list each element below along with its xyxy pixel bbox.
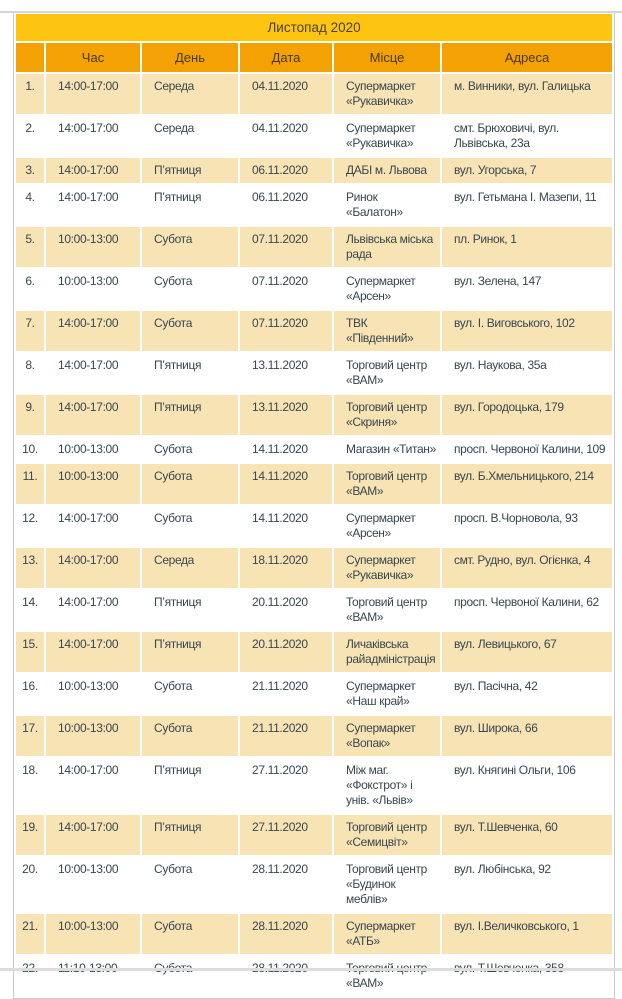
place-cell: «ВАМ» xyxy=(334,956,440,996)
place-cell: Супермаркет «Арсен» xyxy=(334,269,440,309)
place-cell: Львівська міська рада xyxy=(334,227,440,267)
row-number: 17. xyxy=(16,716,44,756)
row-number: 5. xyxy=(16,227,44,267)
address-cell: вул. Гетьмана І. Мазепи, 11 xyxy=(442,185,612,225)
row-number: 14. xyxy=(16,590,44,630)
date-cell: 28.11.2020 xyxy=(240,914,332,954)
date-cell: 04.11.2020 xyxy=(240,74,332,114)
date-cell: 06.11.2020 xyxy=(240,158,332,183)
place-cell: ДАБІ м. Львова xyxy=(334,158,440,183)
place-cell: Личаківська райадміністрація xyxy=(334,632,440,672)
place-cell: Торговий центр «ВАМ» xyxy=(334,353,440,393)
day-cell: П’ятниця xyxy=(142,185,238,225)
table-row xyxy=(16,227,612,267)
date-cell xyxy=(240,956,332,996)
column-header-day: День xyxy=(142,43,238,72)
place-cell: Магазин «Титан» xyxy=(334,437,440,462)
column-header-place: Місце xyxy=(334,43,440,72)
day-cell: Субота xyxy=(142,914,238,954)
day-cell: Субота xyxy=(142,464,238,504)
table-row xyxy=(16,716,612,756)
table-row xyxy=(16,758,612,813)
date-cell: 07.11.2020 xyxy=(240,227,332,267)
date-cell: 20.11.2020 xyxy=(240,632,332,672)
place-cell: Торговий центр «Скриня» xyxy=(334,395,440,435)
place-cell: Між маг. «Фокстрот» і унів. «Львів» xyxy=(334,758,440,813)
day-cell: Субота xyxy=(142,269,238,309)
table-row xyxy=(16,815,612,855)
day-cell: Субота xyxy=(142,437,238,462)
place-cell: Супермаркет «Рукавичка» xyxy=(334,548,440,588)
time-cell: 14:00-17:00 xyxy=(46,74,140,114)
table-row xyxy=(16,914,612,954)
row-number: 12. xyxy=(16,506,44,546)
day-cell: П’ятниця xyxy=(142,590,238,630)
day-cell: Середа xyxy=(142,548,238,588)
time-cell: 10:00-13:00 xyxy=(46,914,140,954)
date-cell: 14.11.2020 xyxy=(240,437,332,462)
day-cell xyxy=(142,956,238,996)
address-cell: вул. Княгині Ольги, 106 xyxy=(442,758,612,813)
date-cell: 21.11.2020 xyxy=(240,716,332,756)
row-number xyxy=(16,956,44,996)
day-cell: Субота xyxy=(142,311,238,351)
row-number: 13. xyxy=(16,548,44,588)
table-row xyxy=(16,185,612,225)
day-cell: Субота xyxy=(142,716,238,756)
address-cell: вул. Пасічна, 42 xyxy=(442,674,612,714)
address-cell: просп. Червоної Калини, 62 xyxy=(442,590,612,630)
table-row xyxy=(16,506,612,546)
date-cell: 07.11.2020 xyxy=(240,269,332,309)
address-cell: вул. Угорська, 7 xyxy=(442,158,612,183)
address-cell: вул. Наукова, 35а xyxy=(442,353,612,393)
table-row xyxy=(16,590,612,630)
time-cell xyxy=(46,956,140,996)
day-cell: Субота xyxy=(142,227,238,267)
column-header-time: Час xyxy=(46,43,140,72)
column-header-number xyxy=(16,43,44,72)
table-row xyxy=(16,74,612,114)
date-cell: 13.11.2020 xyxy=(240,395,332,435)
place-cell: ТВК «Південний» xyxy=(334,311,440,351)
place-cell: Торговий центр «ВАМ» xyxy=(334,590,440,630)
row-number: 15. xyxy=(16,632,44,672)
place-cell: Торговий центр «Семицвіт» xyxy=(334,815,440,855)
place-cell: Торговий центр «Будинок меблів» xyxy=(334,857,440,912)
table-row xyxy=(16,857,612,912)
row-number: 4. xyxy=(16,185,44,225)
address-cell: вул. Левицького, 67 xyxy=(442,632,612,672)
day-cell: П’ятниця xyxy=(142,758,238,813)
page-top-divider xyxy=(0,11,622,13)
table-header-row xyxy=(16,43,612,72)
place-cell: Супермаркет «Рукавичка» xyxy=(334,74,440,114)
address-cell: просп. Червоної Калини, 109 xyxy=(442,437,612,462)
row-number: 7. xyxy=(16,311,44,351)
date-cell: 27.11.2020 xyxy=(240,758,332,813)
row-number: 2. xyxy=(16,116,44,156)
table-row xyxy=(16,437,612,462)
time-cell: 10:00-13:00 xyxy=(46,674,140,714)
time-cell: 10:00-13:00 xyxy=(46,437,140,462)
time-cell: 10:00-13:00 xyxy=(46,269,140,309)
table-row xyxy=(16,395,612,435)
table-row xyxy=(16,956,612,996)
place-cell: Супермаркет «Вопак» xyxy=(334,716,440,756)
column-header-date: Дата xyxy=(240,43,332,72)
date-cell: 14.11.2020 xyxy=(240,506,332,546)
address-cell: м. Винники, вул. Галицька xyxy=(442,74,612,114)
time-cell: 14:00-17:00 xyxy=(46,758,140,813)
date-cell: 18.11.2020 xyxy=(240,548,332,588)
row-number: 8. xyxy=(16,353,44,393)
address-cell: вул. Широка, 66 xyxy=(442,716,612,756)
row-number: 16. xyxy=(16,674,44,714)
date-cell: 27.11.2020 xyxy=(240,815,332,855)
date-cell: 28.11.2020 xyxy=(240,857,332,912)
table-row xyxy=(16,548,612,588)
address-cell: вул. Т.Шевченка, 60 xyxy=(442,815,612,855)
address-cell: просп. В.Чорновола, 93 xyxy=(442,506,612,546)
time-cell: 14:00-17:00 xyxy=(46,632,140,672)
row-number: 19. xyxy=(16,815,44,855)
day-cell: Середа xyxy=(142,116,238,156)
table-row xyxy=(16,632,612,672)
address-cell: вул. Б.Хмельницького, 214 xyxy=(442,464,612,504)
place-cell: Ринок «Балатон» xyxy=(334,185,440,225)
time-cell: 14:00-17:00 xyxy=(46,548,140,588)
place-cell: Супермаркет «АТБ» xyxy=(334,914,440,954)
date-cell: 20.11.2020 xyxy=(240,590,332,630)
time-cell: 14:00-17:00 xyxy=(46,185,140,225)
day-cell: Середа xyxy=(142,74,238,114)
table-row xyxy=(16,353,612,393)
day-cell: П’ятниця xyxy=(142,158,238,183)
time-cell: 14:00-17:00 xyxy=(46,395,140,435)
address-cell: вул. Любінська, 92 xyxy=(442,857,612,912)
table-row xyxy=(16,464,612,504)
place-cell: Супермаркет «Наш край» xyxy=(334,674,440,714)
table-row xyxy=(16,311,612,351)
address-cell: смт. Рудно, вул. Огієнка, 4 xyxy=(442,548,612,588)
address-cell: вул. І. Виговського, 102 xyxy=(442,311,612,351)
row-number: 6. xyxy=(16,269,44,309)
place-cell: Супермаркет «Арсен» xyxy=(334,506,440,546)
time-cell: 10:00-13:00 xyxy=(46,464,140,504)
row-number: 20. xyxy=(16,857,44,912)
date-cell: 14.11.2020 xyxy=(240,464,332,504)
row-number: 18. xyxy=(16,758,44,813)
schedule-table xyxy=(13,11,615,999)
date-cell: 04.11.2020 xyxy=(240,116,332,156)
day-cell: Субота xyxy=(142,674,238,714)
time-cell: 10:00-13:00 xyxy=(46,227,140,267)
address-cell: вул. Зелена, 147 xyxy=(442,269,612,309)
day-cell: П’ятниця xyxy=(142,632,238,672)
row-number: 9. xyxy=(16,395,44,435)
address-cell: вул. І.Величковського, 1 xyxy=(442,914,612,954)
table-row xyxy=(16,674,612,714)
day-cell: Субота xyxy=(142,506,238,546)
table-body xyxy=(16,74,612,996)
table-row xyxy=(16,116,612,156)
day-cell: П’ятниця xyxy=(142,353,238,393)
table-row xyxy=(16,158,612,183)
column-header-address: Адреса xyxy=(442,43,612,72)
date-cell: 13.11.2020 xyxy=(240,353,332,393)
table-title: Листопад 2020 xyxy=(16,14,612,41)
time-cell: 14:00-17:00 xyxy=(46,353,140,393)
row-number: 3. xyxy=(16,158,44,183)
day-cell: Субота xyxy=(142,857,238,912)
address-cell: вул. Городоцька, 179 xyxy=(442,395,612,435)
address-cell xyxy=(442,956,612,996)
page-bottom-divider xyxy=(0,968,622,971)
date-cell: 06.11.2020 xyxy=(240,185,332,225)
time-cell: 14:00-17:00 xyxy=(46,158,140,183)
address-cell: пл. Ринок, 1 xyxy=(442,227,612,267)
place-cell: Супермаркет «Рукавичка» xyxy=(334,116,440,156)
row-number: 1. xyxy=(16,74,44,114)
date-cell: 07.11.2020 xyxy=(240,311,332,351)
day-cell: П’ятниця xyxy=(142,815,238,855)
day-cell: П’ятниця xyxy=(142,395,238,435)
table-row xyxy=(16,269,612,309)
address-cell: смт. Брюховичі, вул. Львівська, 23а xyxy=(442,116,612,156)
place-cell: Торговий центр «ВАМ» xyxy=(334,464,440,504)
time-cell: 14:00-17:00 xyxy=(46,815,140,855)
date-cell: 21.11.2020 xyxy=(240,674,332,714)
time-cell: 14:00-17:00 xyxy=(46,506,140,546)
time-cell: 10:00-13:00 xyxy=(46,716,140,756)
time-cell: 10:00-13:00 xyxy=(46,857,140,912)
time-cell: 14:00-17:00 xyxy=(46,311,140,351)
time-cell: 14:00-17:00 xyxy=(46,590,140,630)
time-cell: 14:00-17:00 xyxy=(46,116,140,156)
row-number: 11. xyxy=(16,464,44,504)
row-number: 21. xyxy=(16,914,44,954)
row-number: 10. xyxy=(16,437,44,462)
table-title-row xyxy=(16,14,612,41)
